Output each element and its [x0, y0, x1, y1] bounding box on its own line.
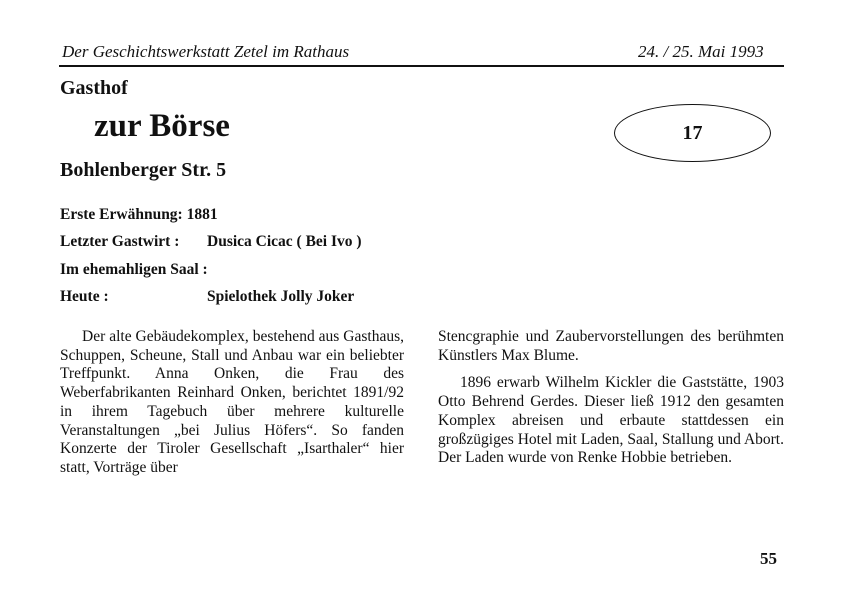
fact-last-innkeeper-value: Dusica Cicac ( Bei Ivo )	[207, 233, 362, 250]
header-left-text: Der Geschichtswerkstatt Zetel im Rathaus	[62, 42, 350, 61]
body-paragraph-continuation: Stencgraphie und Zaubervorstellungen des berühmten Künstlers Max Blume.	[438, 328, 784, 364]
title-kicker: Gasthof	[60, 77, 128, 99]
fact-first-mention: Erste Erwähnung: 1881	[60, 206, 218, 223]
fact-former-hall-label: Im ehemahligen Saal :	[60, 261, 208, 278]
fact-last-innkeeper-label: Letzter Gastwirt :	[60, 233, 180, 250]
body-paragraph: Der alte Gebäudekomplex, bestehend aus Gasthaus, Schuppen, Scheune, Stall und Anbau war ein beliebter Treffpunkt. Anna Onken, die Frau des Weberfabrikanten Reinhard Onken, berichtet 1891/92 in ihrem Tagebuch über mehrere kulturelle Veranstaltungen „bei Julius Höfers“. So fanden Konzerte der Tiroler Gesellschaft „Isarthaler“ hier statt, Vorträge über	[60, 328, 404, 476]
number-badge	[614, 104, 771, 162]
badge-number: 17	[682, 121, 703, 144]
body-column-right	[438, 328, 784, 468]
address: Bohlenberger Str. 5	[60, 159, 227, 181]
body-column-left	[60, 328, 404, 478]
page-title: zur Börse	[94, 108, 230, 144]
page-number: 55	[760, 549, 777, 568]
header-date: 24. / 25. Mai 1993	[638, 42, 764, 61]
fact-today-value: Spielothek Jolly Joker	[207, 288, 355, 305]
header-rule	[59, 65, 784, 67]
fact-today-label: Heute :	[60, 288, 109, 305]
body-paragraph: 1896 erwarb Wilhelm Kickler die Gaststätte, 1903 Otto Behrend Gerdes. Dieser ließ 1912 den gesamten Komplex abreisen und erbaute stattdessen ein großzügiges Hotel mit Laden, Saal, Stallung und Abort. Der Laden wurde von Renke Hobbie betrieben.	[438, 374, 784, 467]
